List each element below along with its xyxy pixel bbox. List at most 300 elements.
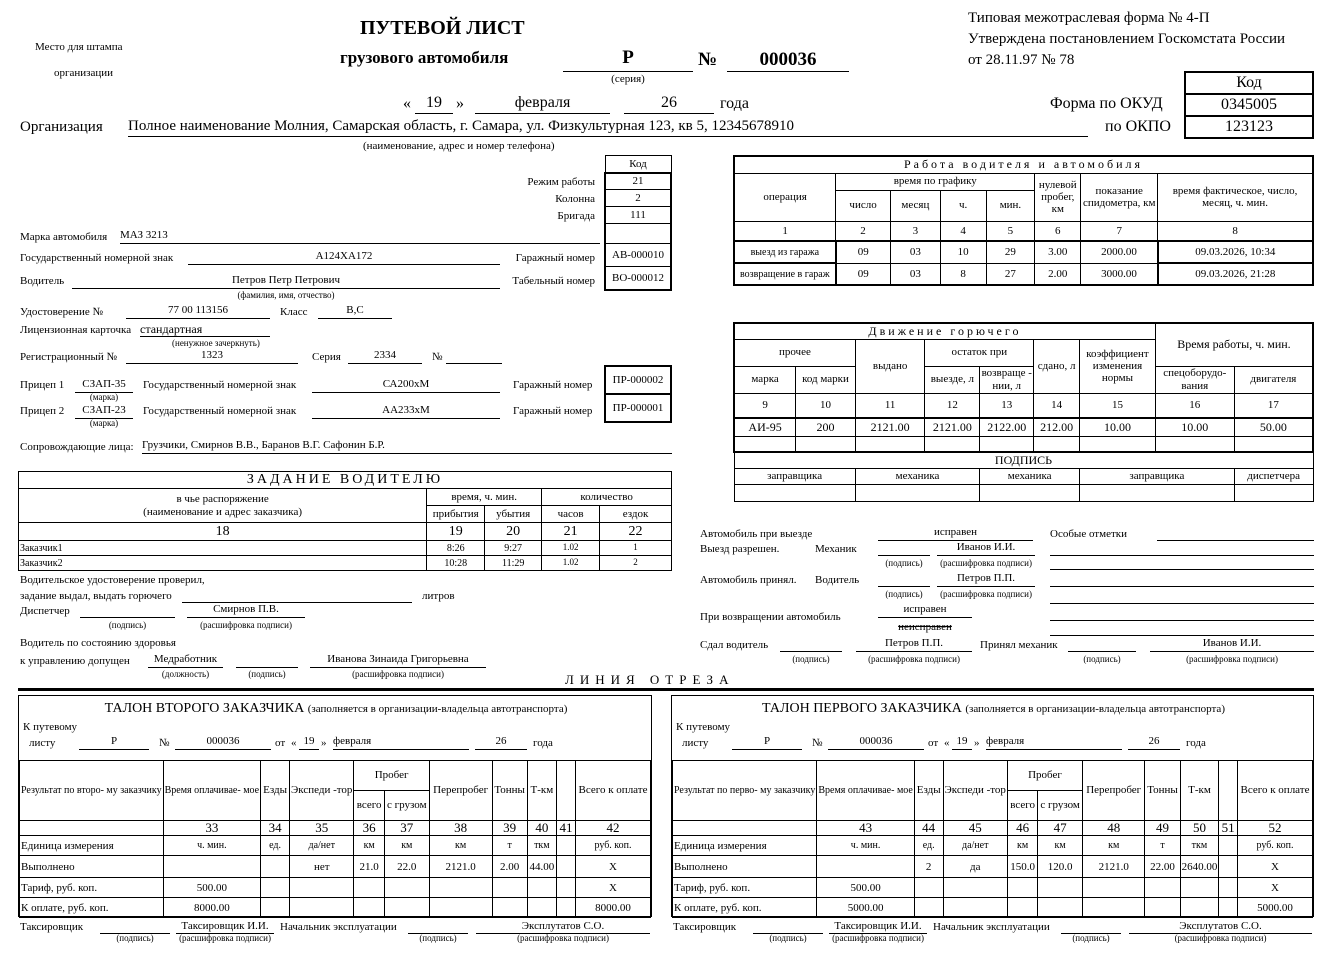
fuel-issued: 2121.00: [855, 418, 925, 436]
medic-sig-cap: (подпись): [248, 669, 286, 679]
lic-card-value: стандартная: [140, 323, 270, 337]
driver-accept-name: Петров П.П.: [937, 573, 1035, 587]
gos-label: Государственный номерной знак: [20, 252, 174, 264]
coupon-h-mileage: Пробег: [354, 761, 429, 791]
coupon-unit-label: Единица измерения: [20, 836, 164, 856]
table-row: [673, 856, 1313, 878]
chief-name: Эксплутатов С.О.: [476, 921, 650, 934]
coupon-h-time: Время оплачивае- мое: [817, 761, 914, 821]
special-notes-line4: [1050, 573, 1314, 587]
driver-accept-dec-cap: (расшифровка подписи): [940, 589, 1032, 599]
coupon-year-label: года: [533, 737, 553, 749]
fuel-engine-time: 50.00: [1234, 418, 1313, 436]
coupon-tariff-empty: [384, 878, 429, 898]
coupon-pay-total: 8000.00: [575, 898, 650, 918]
coupon-month: февраля: [986, 736, 1122, 750]
rezhim-value: 21: [605, 173, 671, 190]
taxer-label: Таксировщик: [20, 921, 84, 933]
driver-accept-sign: [878, 573, 930, 587]
coupon-pay-empty: [556, 898, 575, 918]
task-h-hours: часов: [542, 506, 600, 523]
chief-label: Начальник эксплуатации: [280, 921, 397, 933]
special-notes-line3: [1050, 556, 1314, 570]
fuel-empty-4: [925, 436, 980, 452]
task-h-time: время, ч. мин.: [427, 489, 542, 506]
taxer-dec-cap: (расшифровка подписи): [179, 933, 271, 943]
sig-h-dispatcher: диспетчера: [1234, 468, 1313, 484]
coupon-col-num: 44: [914, 821, 943, 836]
coupon-tariff-x: X: [575, 878, 650, 898]
table-row: [20, 898, 651, 918]
mechanic-sign: [878, 542, 930, 556]
fuel-n15: 15: [1080, 393, 1156, 418]
table-row: [19, 541, 672, 556]
work-h-hr: ч.: [940, 190, 986, 221]
coupon-h-forwarder: Экспеди -тор: [943, 761, 1007, 821]
coupon-unit: ч. мин.: [163, 836, 260, 856]
fuel-code: 200: [796, 418, 856, 436]
stamp-org-label: организации: [54, 67, 114, 79]
number-sign: №: [698, 49, 718, 70]
sig-mech1: [855, 484, 979, 501]
work-row1-fact: 09.03.2026, 10:34: [1158, 241, 1313, 263]
trailer2-caption: (марка): [89, 418, 119, 428]
work-row2-hr: 8: [940, 263, 986, 285]
lic-card-label: Лицензионная карточка: [20, 324, 132, 336]
fuel-h-coef: коэффициент изменения нормы: [1080, 339, 1156, 393]
trailer2-garage: ПР-000001: [605, 394, 671, 422]
coupon-first: [671, 695, 1314, 917]
fuel-n16: 16: [1155, 393, 1234, 418]
brigada-value: 111: [605, 207, 671, 224]
coupon-col-num: 36: [354, 821, 384, 836]
driver-accept-sig-cap: (подпись): [885, 589, 923, 599]
coupon-signatures: [18, 918, 652, 948]
coupon-signatures: [671, 918, 1314, 948]
coupon-h-overrun: Перепробег: [1083, 761, 1145, 821]
fuel-h-engine: двигателя: [1234, 366, 1313, 393]
class-value: B,C: [318, 305, 392, 319]
coupon-col-num: 51: [1219, 821, 1238, 836]
work-row1-day: 09: [836, 241, 891, 263]
car-brand-value: МАЗ 3213: [120, 230, 600, 244]
table-row: [734, 263, 1313, 285]
coupon-pay-empty: [1145, 898, 1180, 918]
fuel-h-in: возвраще - нии, л: [981, 367, 1032, 392]
coupon-col-num: 38: [429, 821, 492, 836]
work-row2-zero: 2.00: [1035, 263, 1081, 285]
coupon-h-result: Результат по второ- му заказчику: [20, 761, 164, 821]
coupon-tariff-x: X: [1237, 878, 1312, 898]
coupon-year: 26: [475, 736, 527, 750]
table-row: [734, 418, 1313, 436]
work-h-fact: время фактическое, число, месяц, ч. мин.: [1158, 173, 1313, 221]
table-row: [20, 856, 651, 878]
coupon-pay-total: 5000.00: [1237, 898, 1312, 918]
fuel-h-other: прочее: [734, 339, 855, 366]
series-value: Р: [563, 48, 693, 72]
okpo-value: 123123: [1185, 116, 1313, 138]
sig-h-fueler2: заправщика: [1080, 468, 1235, 484]
coupon-q1: «: [944, 737, 950, 749]
lic-card-caption: (ненужное зачеркнуть): [172, 338, 260, 348]
coupon-title: ТАЛОН ПЕРВОГО ЗАКАЗЧИКА: [762, 701, 962, 716]
check-line2: задание выдал, выдать горючего: [20, 590, 172, 602]
coupon-pay-label: К оплате, руб. коп.: [20, 898, 164, 918]
reg-value: 1323: [126, 350, 298, 364]
coupon-q2: »: [974, 737, 980, 749]
coupon-done-cell: [1219, 856, 1238, 878]
coupon-year-label: года: [1186, 737, 1206, 749]
fuel-empty-6: [1034, 436, 1080, 452]
coupon-h-blank: [556, 761, 575, 821]
fuel-returned: 212.00: [1034, 418, 1080, 436]
admit-label: к управлению допущен: [20, 655, 130, 667]
sig-fueler2: [1080, 484, 1235, 501]
coupon-done-cell: нет: [290, 856, 354, 878]
table-row: [734, 241, 1313, 263]
state-out-value: исправен: [878, 527, 1033, 541]
work-h-sched: время по графику: [836, 173, 1035, 190]
tab-value: ВО-000012: [605, 267, 671, 290]
fuel-h-code: код марки: [796, 366, 856, 393]
coupon-unit: [556, 836, 575, 856]
okud-label: Форма по ОКУД: [1050, 95, 1163, 112]
coupon-done-cell: [817, 856, 914, 878]
license-value: 77 00 113156: [126, 305, 270, 319]
kolonna-value: 2: [605, 190, 671, 207]
coupon-second: [18, 695, 652, 917]
coupon-done-cell: X: [575, 856, 650, 878]
work-title: Работа водителя и автомобиля: [734, 156, 1313, 173]
fuel-n13: 13: [980, 393, 1034, 418]
coupon-pay: 5000.00: [817, 898, 914, 918]
coupon-h-tkm: Т-км: [1180, 761, 1219, 821]
medic-position: Медработник: [148, 654, 223, 668]
return-state-ok: исправен: [878, 604, 972, 618]
coupon-done-cell: [261, 856, 290, 878]
coupon-pay-empty: [943, 898, 1007, 918]
coupon-n-blank: [20, 821, 164, 836]
date-year: 26: [624, 95, 714, 114]
sig-h-mech1: механика: [855, 468, 979, 484]
coupon-done-label: Выполнено: [20, 856, 164, 878]
table-row: [673, 836, 1313, 856]
table-row: [673, 878, 1313, 898]
task-h-arr: прибытия: [427, 506, 485, 523]
coupon-q2: »: [321, 737, 327, 749]
task-n20: 20: [485, 523, 542, 541]
fuel-n9: 9: [734, 393, 796, 418]
task-h-trips: ездок: [600, 506, 672, 523]
coupon-title-line: [19, 702, 653, 716]
handed-driver-sign: [780, 638, 842, 652]
fuel-empty-7: [1080, 436, 1156, 452]
marka-code: [605, 224, 671, 244]
rezhim-label: Режим работы: [527, 176, 595, 188]
stamp-place-label: Место для штампа: [35, 41, 123, 53]
coupon-day: 19: [299, 736, 319, 750]
car-brand-label: Марка автомобиля: [20, 231, 108, 243]
coupon-done-cell: 150.0: [1007, 856, 1037, 878]
work-row1-mon: 03: [890, 241, 940, 263]
coupon-list-label: листу: [682, 737, 709, 749]
coupon-done-cell: [163, 856, 260, 878]
brigada-label: Бригада: [557, 210, 595, 222]
date-day: 19: [415, 95, 453, 114]
coupon-unit: км: [1083, 836, 1145, 856]
task-row2-trips: 2: [600, 556, 672, 571]
taxer-label: Таксировщик: [673, 921, 737, 933]
coupon-series: Р: [732, 736, 802, 750]
sig-fueler1: [734, 484, 855, 501]
work-row2-fact: 09.03.2026, 21:28: [1158, 263, 1313, 285]
fuel-rest-out: 2121.00: [925, 418, 980, 436]
dispatcher-name: Смирнов П.В.: [187, 604, 305, 618]
form-approved: Утверждена постановлением Госкомстата России: [968, 31, 1286, 47]
license-label: Удостоверение №: [20, 306, 103, 318]
coupon-tariff-empty: [527, 878, 556, 898]
doc-subtitle: грузового автомобиля: [340, 48, 509, 67]
work-n2: 2: [836, 221, 891, 241]
okud-code-table: [1184, 71, 1314, 139]
coupon-tariff: 500.00: [817, 878, 914, 898]
dispatcher-dec-cap: (расшифровка подписи): [200, 620, 292, 630]
coupon-note: (заполняется в организации-владельца автотранспорта): [307, 703, 568, 715]
fuel-empty-2: [796, 436, 856, 452]
coupon-h-result: Результат по перво- му заказчику: [673, 761, 817, 821]
coupon-pay-empty: [261, 898, 290, 918]
coupon-pay-empty: [1038, 898, 1083, 918]
fuel-n17: 17: [1234, 393, 1313, 418]
task-n22: 22: [600, 523, 672, 541]
fuel-brand: АИ-95: [734, 418, 796, 436]
fuel-empty-9: [1234, 436, 1313, 452]
coupon-unit: руб. коп.: [575, 836, 650, 856]
taxer-sig-cap: (подпись): [116, 933, 154, 943]
coupon-h-loaded: с грузом: [384, 791, 429, 821]
task-n21: 21: [542, 523, 600, 541]
work-n6: 6: [1035, 221, 1081, 241]
coupon-tariff-empty: [354, 878, 384, 898]
coupon-unit-label: Единица измерения: [673, 836, 817, 856]
org-caption: (наименование, адрес и номер телефона): [363, 140, 555, 152]
coupon-unit: ч. мин.: [817, 836, 914, 856]
escort-value: Грузчики, Смирнов В.В., Баранов В.Г. Сафонин Б.Р.: [142, 440, 672, 454]
table-row: [20, 878, 651, 898]
date-year-label: года: [720, 95, 749, 112]
coupon-pay-empty: [384, 898, 429, 918]
chief-sig-cap: (подпись): [1072, 933, 1110, 943]
coupon-done-cell: 2640.00: [1180, 856, 1219, 878]
coupon-done-label: Выполнено: [673, 856, 817, 878]
fuel-empty-1: [734, 436, 796, 452]
work-n3: 3: [890, 221, 940, 241]
cut-line-label: ЛИНИЯ ОТРЕЗА: [565, 672, 735, 687]
coupon-title-line: [672, 702, 1315, 716]
doc-number: 000036: [727, 50, 849, 72]
task-h1b: (наименование и адрес заказчика): [143, 505, 303, 518]
task-h-qty: количество: [542, 489, 672, 506]
work-h-zero: нулевой пробег, км: [1035, 173, 1081, 221]
reg-label: Регистрационный №: [20, 351, 118, 363]
trailer2-gos-label: Государственный номерной знак: [143, 405, 297, 417]
work-row1-speed: 2000.00: [1081, 241, 1158, 263]
coupon-tariff-empty: [556, 878, 575, 898]
special-notes-line7: [1050, 622, 1314, 636]
medic-sign: [236, 654, 298, 668]
mechanic-label: Механик: [815, 543, 857, 555]
coupon-unit: км: [384, 836, 429, 856]
trailer1-garage: ПР-000002: [605, 366, 671, 394]
received-mech-name: Иванов И.И.: [1150, 638, 1314, 652]
coupon-tariff-empty: [914, 878, 943, 898]
special-notes-line2: [1050, 542, 1314, 556]
work-row1-op: выезд из гаража: [734, 241, 836, 263]
coupon-h-tons: Тонны: [492, 761, 527, 821]
sig-h-fueler1: заправщика: [734, 468, 855, 484]
coupon-unit: т: [492, 836, 527, 856]
coupon-col-num: 37: [384, 821, 429, 836]
coupon-to-list: К путевому: [676, 721, 731, 733]
escort-label: Сопровождающие лица:: [20, 441, 134, 453]
tab-label: Табельный номер: [512, 275, 595, 287]
check-line1: Водительское удостоверение проверил,: [20, 574, 205, 586]
coupon-h-tkm: Т-км: [527, 761, 556, 821]
seria-label: Серия: [312, 351, 341, 363]
fuel-n10: 10: [796, 393, 856, 418]
coupon-col-num: 35: [290, 821, 354, 836]
trailer1-brand: СЗАП-35: [75, 379, 133, 393]
coupon-pay-empty: [1180, 898, 1219, 918]
coupon-pay-empty: [527, 898, 556, 918]
work-h-day: число: [836, 190, 891, 221]
chief-label: Начальник эксплуатации: [933, 921, 1050, 933]
seria-value: 2334: [348, 350, 422, 364]
coupon-pay-empty: [1083, 898, 1145, 918]
coupon-num-sign: №: [812, 737, 823, 749]
coupon-done-cell: 21.0: [354, 856, 384, 878]
coupon-pay-empty: [914, 898, 943, 918]
coupon-q1: «: [291, 737, 297, 749]
cut-line: [18, 688, 1314, 691]
coupon-tariff-empty: [1145, 878, 1180, 898]
task-row1-hours: 1.02: [542, 541, 600, 556]
coupon-to-list: К путевому: [23, 721, 78, 733]
taxer-dec-cap: (расшифровка подписи): [832, 933, 924, 943]
work-row1-zero: 3.00: [1035, 241, 1081, 263]
coupon-h-overrun: Перепробег: [429, 761, 492, 821]
coupon-tariff-empty: [1180, 878, 1219, 898]
fuel-rest-in: 2122.00: [980, 418, 1034, 436]
return-state-faulty: неисправен: [898, 621, 952, 633]
fuel-n14: 14: [1034, 393, 1080, 418]
date-month: февраля: [475, 95, 610, 114]
work-row1-min: 29: [986, 241, 1035, 263]
trailer2-brand: СЗАП-23: [75, 405, 133, 419]
coupon-h-trips: Езды: [261, 761, 290, 821]
coupon-unit: км: [1007, 836, 1037, 856]
coupon-series: Р: [79, 736, 149, 750]
dispatcher-sig-cap: (подпись): [108, 620, 147, 630]
received-mech-label: Принял механик: [980, 639, 1058, 651]
coupon-pay-empty: [1219, 898, 1238, 918]
coupon-unit: км: [1038, 836, 1083, 856]
coupon-done-cell: 44.00: [527, 856, 556, 878]
task-row1-dep: 9:27: [485, 541, 542, 556]
coupon-unit: ткм: [527, 836, 556, 856]
coupon-unit: руб. коп.: [1237, 836, 1312, 856]
trailer1-gar-label: Гаражный номер: [513, 379, 593, 391]
coupon-h-trips: Езды: [914, 761, 943, 821]
coupon-col-num: 41: [556, 821, 575, 836]
coupon-done-cell: 2: [914, 856, 943, 878]
coupon-col-num: 45: [943, 821, 1007, 836]
task-title: ЗАДАНИЕ ВОДИТЕЛЮ: [19, 472, 672, 489]
coupon-number: 000036: [828, 736, 924, 750]
coupon-title: ТАЛОН ВТОРОГО ЗАКАЗЧИКА: [104, 701, 305, 716]
coupon-unit: т: [1145, 836, 1180, 856]
coupon-done-cell: 2121.0: [429, 856, 492, 878]
task-n19: 19: [427, 523, 485, 541]
trailer1-label: Прицеп 1: [20, 379, 65, 391]
work-h-min: мин.: [986, 190, 1035, 221]
driver-value: Петров Петр Петрович: [72, 275, 500, 289]
coupon-h-total: Всего к оплате: [575, 761, 650, 821]
driver-accept-label: Водитель: [815, 574, 860, 586]
fuel-h-brand: марка: [734, 366, 796, 393]
coupon-tariff-empty: [429, 878, 492, 898]
coupon-tariff-empty: [1007, 878, 1037, 898]
trailer1-gos: СА200хМ: [312, 379, 500, 393]
date-quote-close: »: [456, 95, 464, 112]
taxer-name: Таксировщик И.И.: [829, 921, 927, 934]
table-row: [20, 836, 651, 856]
coupon-from: от: [928, 737, 939, 749]
coupon-done-cell: 22.00: [1145, 856, 1180, 878]
coupon-list-label: листу: [29, 737, 56, 749]
coupon-pay-empty: [290, 898, 354, 918]
special-notes-line5: [1050, 590, 1314, 604]
sig-dispatcher: [1234, 484, 1313, 501]
coupon-pay-label: К оплате, руб. коп.: [673, 898, 817, 918]
special-notes-line1: [1157, 527, 1314, 541]
chief-name: Эксплутатов С.О.: [1129, 921, 1312, 934]
trailer2-gos: АА233хМ: [312, 405, 500, 419]
work-row2-speed: 3000.00: [1081, 263, 1158, 285]
coupon-num-sign: №: [159, 737, 170, 749]
trailer-codes-table: [604, 365, 672, 423]
date-quote-open: «: [403, 95, 411, 112]
coupon-tariff-empty: [1038, 878, 1083, 898]
coupon-done-cell: 2.00: [492, 856, 527, 878]
coupon-done-cell: да: [943, 856, 1007, 878]
task-row1-arr: 8:26: [427, 541, 485, 556]
fuel-spec-time: 10.00: [1155, 418, 1234, 436]
handed-driver-sig-cap: (подпись): [792, 654, 830, 664]
coupon-tariff-label: Тариф, руб. коп.: [673, 878, 817, 898]
task-h-dep: убытия: [485, 506, 542, 523]
taxer-sig-cap: (подпись): [769, 933, 807, 943]
coupon-col-num: 50: [1180, 821, 1219, 836]
fuel-n12: 12: [925, 393, 980, 418]
fuel-n11: 11: [855, 393, 925, 418]
handed-driver-dec-cap: (расшифровка подписи): [868, 654, 960, 664]
task-n18: 18: [19, 523, 427, 541]
work-row2-min: 27: [986, 263, 1035, 285]
doc-title: ПУТЕВОЙ ЛИСТ: [360, 17, 525, 39]
dispatcher-label: Диспетчер: [20, 605, 70, 617]
